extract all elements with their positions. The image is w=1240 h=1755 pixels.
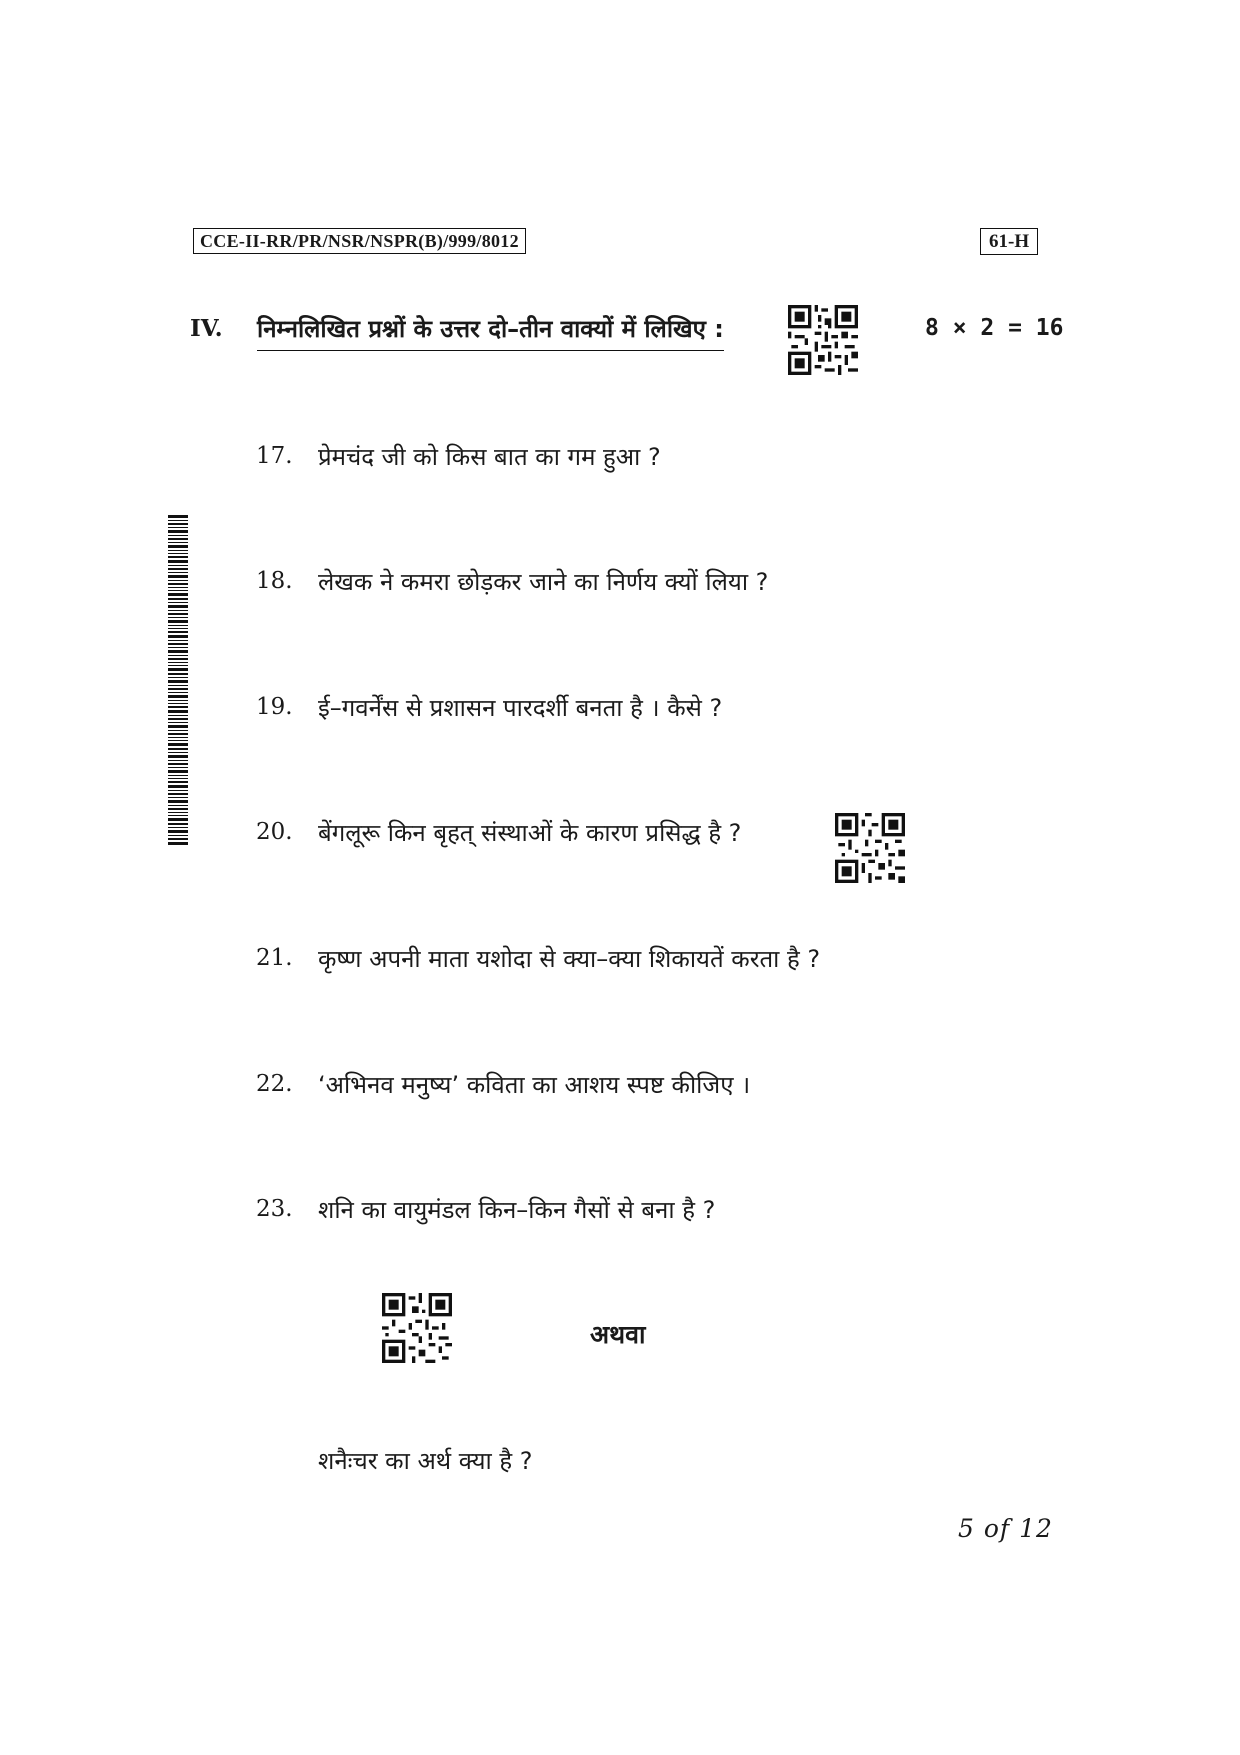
qr-code-middle	[835, 813, 905, 883]
alternate-question-text: शनैःचर का अर्थ क्या है ?	[318, 1447, 533, 1475]
question-number: 20.	[256, 819, 293, 845]
question-text: प्रेमचंद जी को किस बात का गम हुआ ?	[318, 443, 661, 471]
barcode	[168, 515, 188, 845]
question-number: 23.	[256, 1196, 293, 1222]
paper-code: CCE-II-RR/PR/NSR/NSPR(B)/999/8012	[193, 228, 526, 254]
section-marks: 8 × 2 = 16	[925, 315, 1064, 341]
question-text: कृष्ण अपनी माता यशोदा से क्या–क्या शिकायतें करता है ?	[318, 945, 821, 973]
question-text: लेखक ने कमरा छोड़कर जाने का निर्णय क्यों लिया ?	[318, 568, 769, 596]
paper-number: 61-H	[980, 228, 1038, 255]
section-number: IV.	[190, 315, 223, 342]
or-label: अथवा	[590, 1320, 646, 1349]
page-number: 5 of 12	[958, 1514, 1053, 1543]
question-number: 22.	[256, 1071, 293, 1097]
question-number: 21.	[256, 945, 293, 971]
question-text: बेंगलूरू किन बृहत् संस्थाओं के कारण प्रसिद्ध है ?	[318, 819, 742, 847]
question-text: ‘अभिनव मनुष्य’ कविता का आशय स्पष्ट कीजिए ।	[318, 1071, 751, 1099]
question-number: 18.	[256, 568, 293, 594]
question-text: ई–गवर्नेंस से प्रशासन पारदर्शी बनता है । कैसे ?	[318, 694, 723, 722]
question-number: 17.	[256, 443, 293, 469]
section-instruction: निम्नलिखित प्रश्नों के उत्तर दो–तीन वाक्यों में लिखिए :	[257, 312, 724, 351]
question-number: 19.	[256, 694, 293, 720]
question-text: शनि का वायुमंडल किन–किन गैसों से बना है ?	[318, 1196, 716, 1224]
qr-code-bottom	[382, 1293, 452, 1363]
qr-code-top	[788, 305, 858, 375]
